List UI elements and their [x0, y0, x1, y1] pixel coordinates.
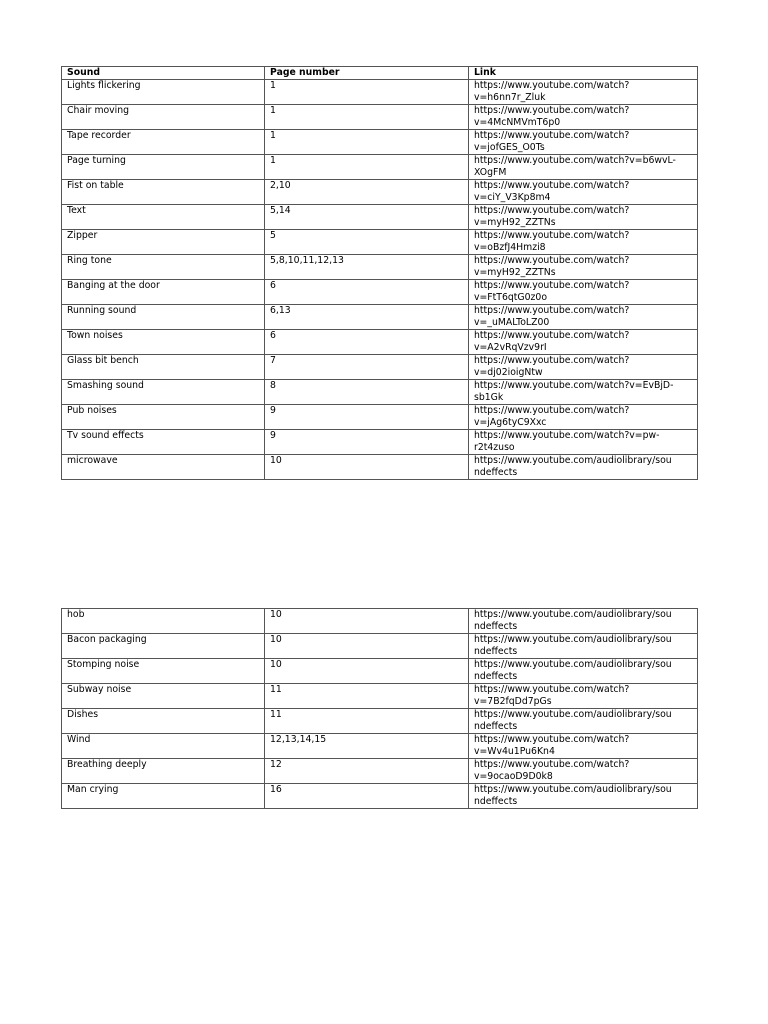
table-header-row — [62, 67, 698, 80]
link-cell[interactable]: https://www.youtube.com/audiolibrary/sou ndeffects — [469, 659, 698, 684]
table-row — [62, 280, 698, 305]
link-cell[interactable]: https://www.youtube.com/watch? v=4McNMVmT6p0 — [469, 105, 698, 130]
sound-cell: Banging at the door — [62, 280, 265, 305]
page-number-cell: 10 — [265, 634, 469, 659]
table-row — [62, 709, 698, 734]
page-number-cell: 10 — [265, 609, 469, 634]
link-cell[interactable]: https://www.youtube.com/watch? v=9ocaoD9D0k8 — [469, 759, 698, 784]
link-cell[interactable]: https://www.youtube.com/watch?v=pw- r2t4zuso — [469, 430, 698, 455]
page-number-cell: 5,14 — [265, 205, 469, 230]
sound-cell: Fist on table — [62, 180, 265, 205]
page-number-cell: 11 — [265, 709, 469, 734]
table-row — [62, 659, 698, 684]
table-row — [62, 609, 698, 634]
link-cell[interactable]: https://www.youtube.com/watch? v=myH92_ZZTNs — [469, 255, 698, 280]
sound-cell: Man crying — [62, 784, 265, 809]
page-number-cell: 1 — [265, 105, 469, 130]
table-row — [62, 205, 698, 230]
link-cell[interactable]: https://www.youtube.com/watch? v=oBzfJ4Hmzi8 — [469, 230, 698, 255]
page-number-cell: 12,13,14,15 — [265, 734, 469, 759]
sound-cell: Ring tone — [62, 255, 265, 280]
table-row — [62, 355, 698, 380]
sound-cell: microwave — [62, 455, 265, 480]
table-row — [62, 305, 698, 330]
link-cell[interactable]: https://www.youtube.com/watch? v=jofGES_O0Ts — [469, 130, 698, 155]
table-row — [62, 155, 698, 180]
link-cell[interactable]: https://www.youtube.com/audiolibrary/sou ndeffects — [469, 709, 698, 734]
link-cell[interactable]: https://www.youtube.com/watch? v=dj02ioigNtw — [469, 355, 698, 380]
page-number-cell: 10 — [265, 455, 469, 480]
table-row — [62, 105, 698, 130]
table-row — [62, 455, 698, 480]
column-header-page-number: Page number — [265, 67, 469, 80]
sound-cell: Glass bit bench — [62, 355, 265, 380]
page-number-cell: 16 — [265, 784, 469, 809]
page-number-cell: 6,13 — [265, 305, 469, 330]
page-number-cell: 5 — [265, 230, 469, 255]
sound-effects-table-continued — [61, 608, 698, 809]
sound-cell: Page turning — [62, 155, 265, 180]
sound-cell: Lights flickering — [62, 80, 265, 105]
table-row — [62, 634, 698, 659]
sound-cell: Bacon packaging — [62, 634, 265, 659]
page-number-cell: 9 — [265, 405, 469, 430]
link-cell[interactable]: https://www.youtube.com/audiolibrary/sou ndeffects — [469, 609, 698, 634]
page-number-cell: 5,8,10,11,12,13 — [265, 255, 469, 280]
table-row — [62, 784, 698, 809]
table-row — [62, 734, 698, 759]
page-number-cell: 8 — [265, 380, 469, 405]
page-number-cell: 9 — [265, 430, 469, 455]
sound-cell: Pub noises — [62, 405, 265, 430]
table-row — [62, 180, 698, 205]
link-cell[interactable]: https://www.youtube.com/watch? v=myH92_ZZTNs — [469, 205, 698, 230]
sound-cell: Smashing sound — [62, 380, 265, 405]
page-number-cell: 1 — [265, 130, 469, 155]
link-cell[interactable]: https://www.youtube.com/watch? v=h6nn7r_Zluk — [469, 80, 698, 105]
sound-cell: Zipper — [62, 230, 265, 255]
sound-effects-table — [61, 66, 698, 480]
page-number-cell: 6 — [265, 280, 469, 305]
table-row — [62, 230, 698, 255]
column-header-sound: Sound — [62, 67, 265, 80]
page-number-cell: 6 — [265, 330, 469, 355]
link-cell[interactable]: https://www.youtube.com/watch? v=FtT6qtG0z0o — [469, 280, 698, 305]
link-cell[interactable]: https://www.youtube.com/audiolibrary/sou ndeffects — [469, 784, 698, 809]
sound-cell: Tv sound effects — [62, 430, 265, 455]
table-row — [62, 684, 698, 709]
sound-cell: Subway noise — [62, 684, 265, 709]
page-number-cell: 12 — [265, 759, 469, 784]
table-row — [62, 405, 698, 430]
sound-cell: Town noises — [62, 330, 265, 355]
sound-cell: Breathing deeply — [62, 759, 265, 784]
link-cell[interactable]: https://www.youtube.com/watch? v=_uMALToLZ00 — [469, 305, 698, 330]
sound-cell: Text — [62, 205, 265, 230]
page-number-cell: 7 — [265, 355, 469, 380]
link-cell[interactable]: https://www.youtube.com/watch? v=jAg6tyC9Xxc — [469, 405, 698, 430]
link-cell[interactable]: https://www.youtube.com/watch? v=Wv4u1Pu6Kn4 — [469, 734, 698, 759]
table-row — [62, 330, 698, 355]
column-header-link: Link — [469, 67, 698, 80]
table-row — [62, 430, 698, 455]
link-cell[interactable]: https://www.youtube.com/watch?v=EvBjD- sb1Gk — [469, 380, 698, 405]
page-number-cell: 1 — [265, 80, 469, 105]
table-row — [62, 255, 698, 280]
page-number-cell: 1 — [265, 155, 469, 180]
link-cell[interactable]: https://www.youtube.com/audiolibrary/sou ndeffects — [469, 634, 698, 659]
sound-cell: Running sound — [62, 305, 265, 330]
sound-cell: Chair moving — [62, 105, 265, 130]
sound-cell: Wind — [62, 734, 265, 759]
page-number-cell: 2,10 — [265, 180, 469, 205]
sound-cell: Stomping noise — [62, 659, 265, 684]
table-row — [62, 130, 698, 155]
table-row — [62, 759, 698, 784]
sound-cell: Tape recorder — [62, 130, 265, 155]
sound-cell: Dishes — [62, 709, 265, 734]
sound-cell: hob — [62, 609, 265, 634]
link-cell[interactable]: https://www.youtube.com/watch? v=7B2fqDd7pGs — [469, 684, 698, 709]
link-cell[interactable]: https://www.youtube.com/watch? v=A2vRqVzv9rI — [469, 330, 698, 355]
link-cell[interactable]: https://www.youtube.com/watch?v=b6wvL- XOgFM — [469, 155, 698, 180]
table-row — [62, 380, 698, 405]
page-number-cell: 10 — [265, 659, 469, 684]
table-row — [62, 80, 698, 105]
page-number-cell: 11 — [265, 684, 469, 709]
link-cell[interactable]: https://www.youtube.com/audiolibrary/sou ndeffects — [469, 455, 698, 480]
link-cell[interactable]: https://www.youtube.com/watch? v=ciY_V3Kp8m4 — [469, 180, 698, 205]
